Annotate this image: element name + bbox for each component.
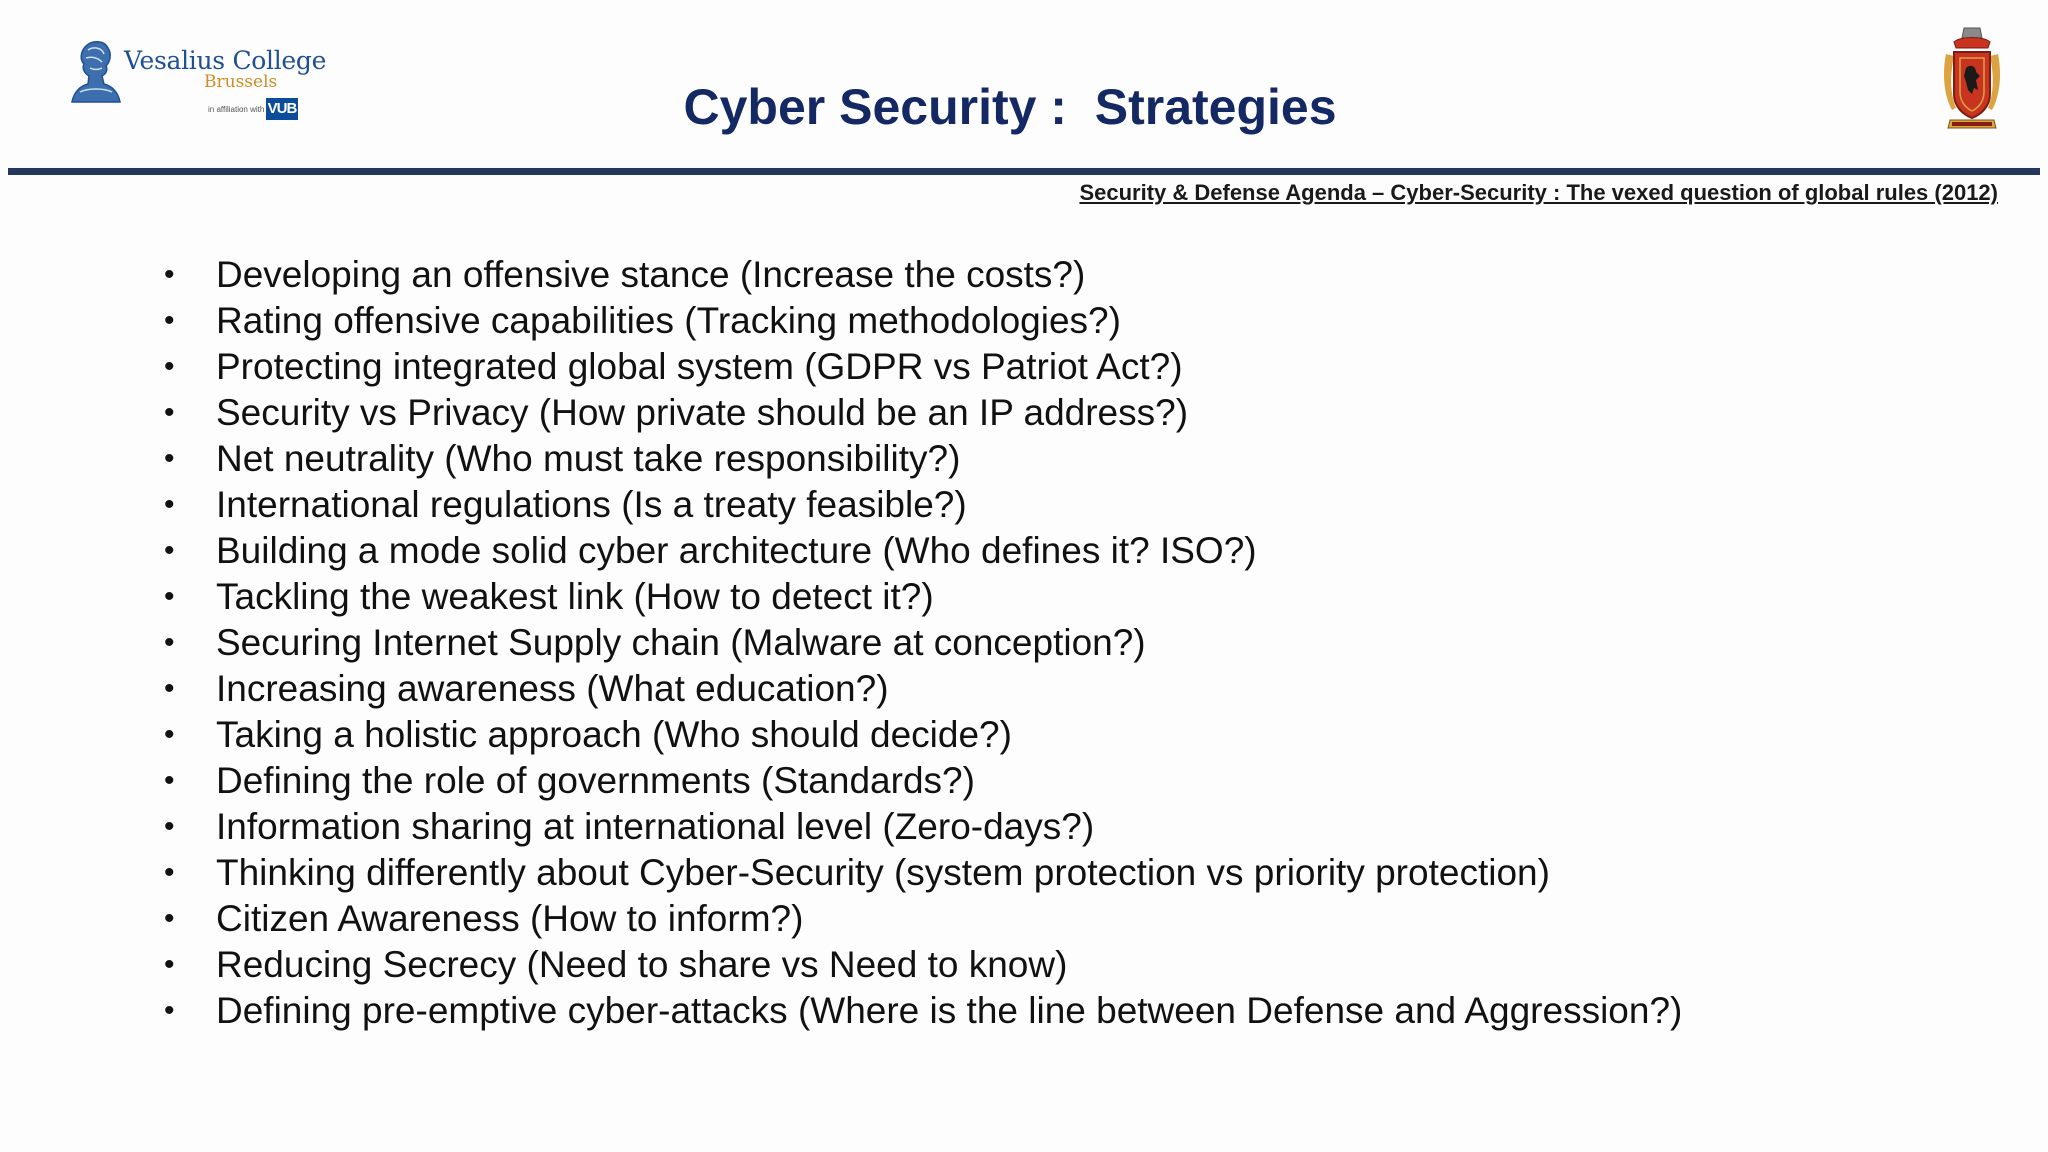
bullet-icon: • (164, 810, 175, 843)
page-title: Cyber Security : Strategies (683, 79, 1337, 135)
bullet-icon: • (164, 350, 175, 383)
list-item-text: Thinking differently about Cyber-Security (system protection vs priority protection) (216, 852, 1550, 893)
bullet-icon: • (164, 856, 175, 889)
bullet-icon: • (164, 718, 175, 751)
source-citation: Security & Defense Agenda – Cyber-Security : The vexed question of global rules (2012) (1079, 180, 1998, 205)
list-item-text: Defining pre-emptive cyber-attacks (Where is the line between Defense and Aggression?) (216, 990, 1683, 1031)
bullet-icon: • (164, 902, 175, 935)
bullet-icon: • (164, 764, 175, 797)
bullet-icon: • (164, 258, 175, 291)
bullet-icon: • (164, 580, 175, 613)
list-item-text: Security vs Privacy (How private should be an IP address?) (216, 392, 1189, 433)
bullet-icon: • (164, 396, 175, 429)
list-item-text: Protecting integrated global system (GDPR vs Patriot Act?) (216, 346, 1183, 387)
list-item-text: Defining the role of governments (Standards?) (216, 760, 975, 801)
bullet-icon: • (164, 994, 175, 1027)
list-item-text: Building a mode solid cyber architecture (Who defines it? ISO?) (216, 530, 1257, 571)
bullet-icon: • (164, 442, 175, 475)
bullet-icon: • (164, 948, 175, 981)
list-item-text: Rating offensive capabilities (Tracking methodologies?) (216, 300, 1121, 341)
list-item-text: Tackling the weakest link (How to detect it?) (216, 576, 934, 617)
logo-city: Brussels (204, 72, 278, 92)
list-item-text: Information sharing at international level (Zero-days?) (216, 806, 1095, 847)
list-item-text: Reducing Secrecy (Need to share vs Need to know) (216, 944, 1068, 985)
header-divider (8, 168, 2040, 175)
list-item-text: Increasing awareness (What education?) (216, 668, 889, 709)
list-item-text: Taking a holistic approach (Who should decide?) (216, 714, 1012, 755)
list-item-text: Securing Internet Supply chain (Malware at conception?) (216, 622, 1146, 663)
logo-name: Vesalius College (124, 46, 327, 75)
bullet-icon: • (164, 672, 175, 705)
list-item-text: Developing an offensive stance (Increase the costs?) (216, 254, 1086, 295)
bullet-icon: • (164, 626, 175, 659)
bullet-icon: • (164, 304, 175, 337)
list-item-text: Net neutrality (Who must take responsibility?) (216, 438, 961, 479)
list-item-text: International regulations (Is a treaty feasible?) (216, 484, 967, 525)
logo-affiliation: in affiliation with (208, 105, 265, 114)
list-item-text: Citizen Awareness (How to inform?) (216, 898, 804, 939)
bullet-icon: • (164, 488, 175, 521)
bullet-icon: • (164, 534, 175, 567)
vub-logo: VUB (266, 98, 298, 120)
